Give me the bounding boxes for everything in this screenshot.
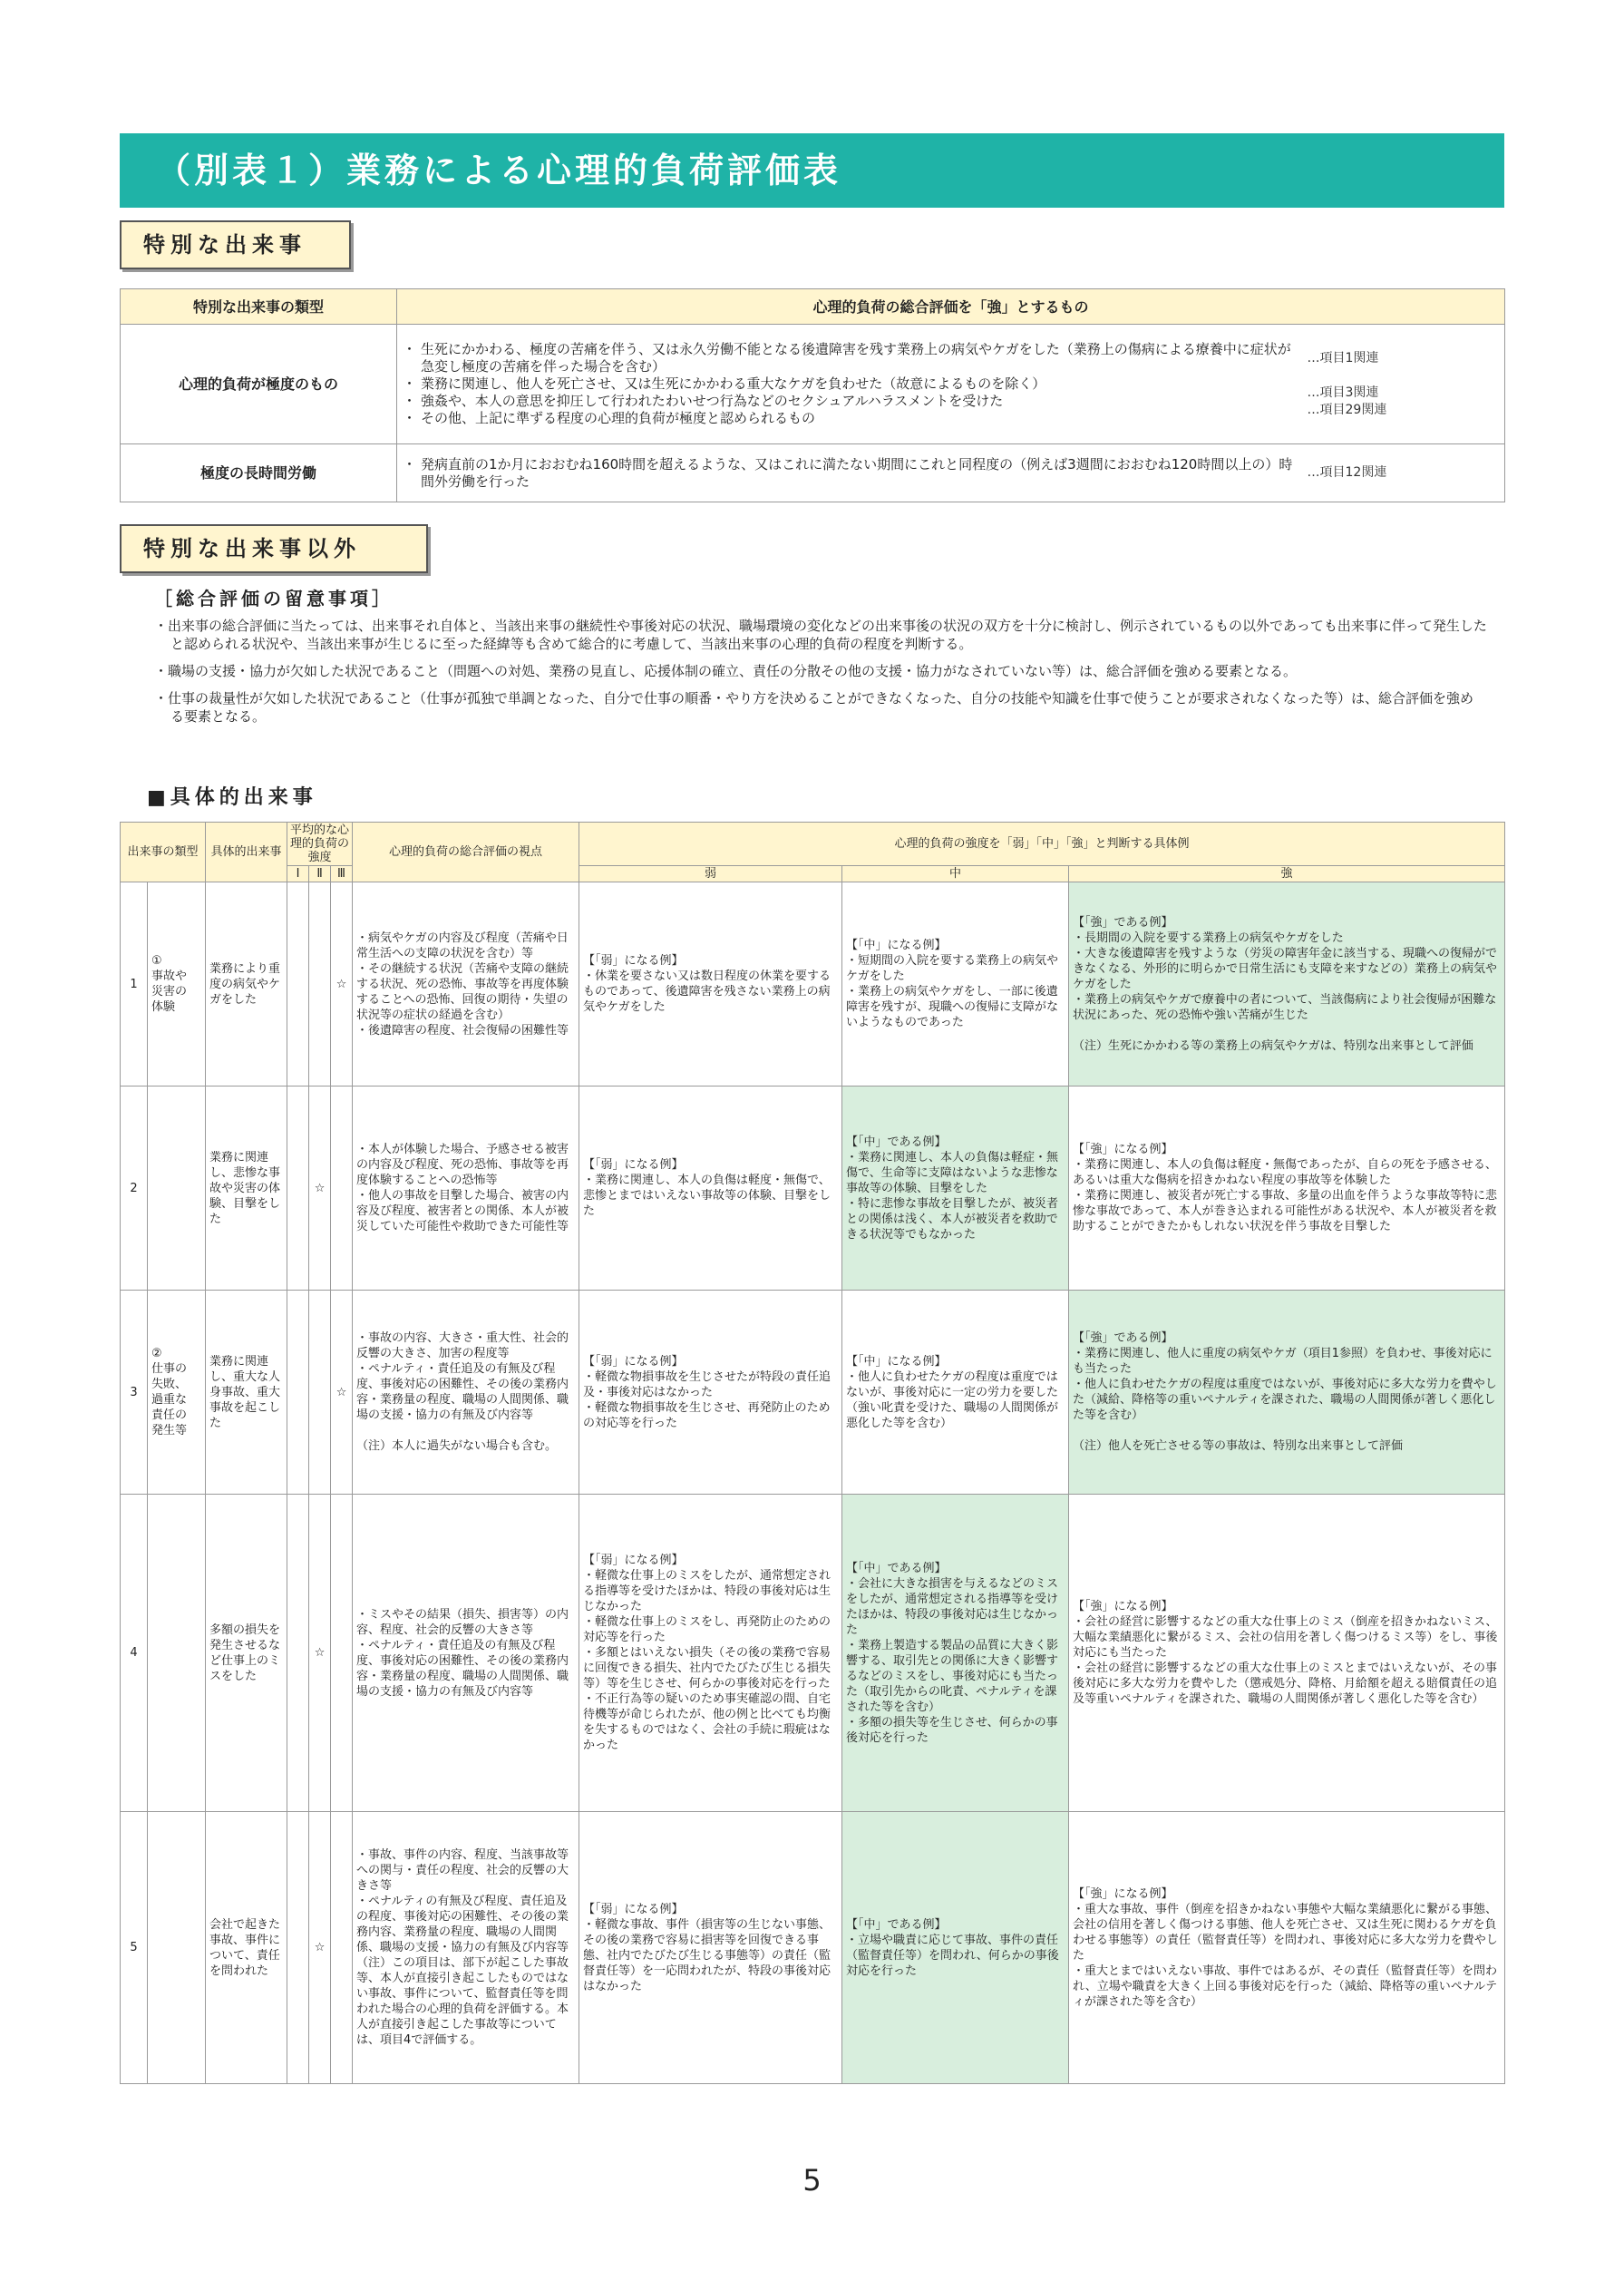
- row-type: ② 仕事の 失敗、 過重な 責任の 発生等: [148, 1291, 206, 1495]
- table-row: [121, 1291, 1505, 1495]
- header-level-1: Ⅰ: [287, 866, 309, 882]
- strength-star: ☆: [331, 1291, 353, 1495]
- row-mid: 【「中」である例】 ・立場や職責に応じて事故、事件の責任（監督責任等）を問われ、何らかの事後対応を行った: [842, 1812, 1069, 2084]
- special-items: [397, 444, 1304, 502]
- note-item: ・出来事の総合評価に当たっては、出来事それ自体と、当該出来事の継続性や事後対応の状況、職場環境の変化などの出来事後の状況の双方を十分に検討し、例示されているもの以外であっても出来事に伴って発生したと認められる状況や、当該出来事が生じるに至った経緯等も含めて総合的に考慮して、当該出来事の心理的負荷の程度を判断する。: [154, 618, 1487, 652]
- special-refs: …項目1関連 …項目3関連 …項目29関連: [1304, 325, 1505, 444]
- row-event: 業務に関連し、悲惨な事故や災害の体験、目撃をした: [206, 1087, 287, 1291]
- list-item: ・ その他、上記に準ずる程度の心理的負荷が極度と認められるもの: [421, 410, 1300, 427]
- row-weak: 【「弱」になる例】 ・休業を要さない又は数日程度の休業を要するものであって、後遺障害を残さない業務上の病気やケガをした: [579, 882, 842, 1087]
- special-type: 極度の長時間労働: [121, 444, 397, 502]
- row-strong: 【「強」である例】 ・業務に関連し、他人に重度の病気やケガ（項目1参照）を負わせ、事後対応にも当たった ・他人に負わせたケガの程度は重度ではないが、事後対応に多大な労力を費やした（減給、降格等の重いペナルティを課された、職場の人間関係が著しく悪化した等を含む） （注）他人を死亡させる等の事故は、特別な出来事として評価: [1069, 1291, 1505, 1495]
- row-type: [148, 1812, 206, 2084]
- header-type: 出来事の類型: [121, 823, 206, 882]
- col-header-event: 心理的負荷の総合評価を「強」とするもの: [397, 289, 1505, 325]
- table-row: [121, 882, 1505, 1087]
- row-number: 1: [121, 882, 148, 1087]
- row-event: 多額の損失を発生させるなど仕事上のミスをした: [206, 1495, 287, 1812]
- table-row: [121, 1087, 1505, 1291]
- special-events-table: [120, 288, 1505, 502]
- table-row: [121, 1812, 1505, 2084]
- col-header-type: 特別な出来事の類型: [121, 289, 397, 325]
- row-weak: 【「弱」になる例】 ・業務に関連し、本人の負傷は軽度・無傷で、悲惨とまではいえない事故等の体験、目撃をした: [579, 1087, 842, 1291]
- header-event: 具体的出来事: [206, 823, 287, 882]
- section-heading-special: 特別な出来事: [120, 220, 351, 269]
- special-items: [397, 325, 1304, 444]
- row-view: ・事故、事件の内容、程度、当該事故等への関与・責任の程度、社会的反響の大きさ等 ・ペナルティの有無及び程度、責任追及の程度、事後対応の困難性、その後の業務内容、業務量の程度、職場の人間関係、職場の支援・協力の有無及び内容等 （注）この項目は、部下が起こした事故等、本人が直接引き起こしたものではない事故、事件について、監督責任等を問われた場合の心理的負荷を評価する。本人が直接引き起こした事故等については、項目4で評価する。: [353, 1812, 579, 2084]
- row-view: ・本人が体験した場合、予感させる被害の内容及び程度、死の恐怖、事故等を再度体験することへの恐怖等 ・他人の事故を目撃した場合、被害の内容及び程度、被害者との関係、本人が被災していた可能性や救助できた可能性等: [353, 1087, 579, 1291]
- row-event: 業務に関連し、重大な人身事故、重大事故を起こした: [206, 1291, 287, 1495]
- page-number: 5: [802, 2163, 822, 2197]
- row-type: ① 事故や 災害の 体験: [148, 882, 206, 1087]
- row-mid: 【「中」である例】 ・会社に大きな損害を与えるなどのミスをしたが、通常想定される指導等を受けたほかは、特段の事後対応は生じなかった ・業務上製造する製品の品質に大きく影響する、取引先との関係に大きく影響するなどのミスをし、事後対応にも当たった（取引先からの叱責、ペナルティを課された等を含む） ・多額の損失等を生じさせ、何らかの事後対応を行った: [842, 1495, 1069, 1812]
- strength-star: ☆: [331, 882, 353, 1087]
- list-item: ・ 業務に関連し、他人を死亡させ、又は生死にかかわる重大なケガを負わせた（故意によるものを除く）: [421, 375, 1300, 393]
- special-refs: …項目12関連: [1304, 444, 1505, 502]
- strength-star: ☆: [309, 1812, 331, 2084]
- list-item: ・ 発病直前の1か月におおむね160時間を超えるような、又はこれに満たない期間にこれと同程度の（例えば3週間におおむね120時間以上の）時間外労働を行った: [421, 456, 1300, 491]
- row-number: 3: [121, 1291, 148, 1495]
- row-strong: 【「強」になる例】 ・会社の経営に影響するなどの重大な仕事上のミス（倒産を招きかねないミス、大幅な業績悪化に繋がるミス、会社の信用を著しく傷つけるミス等）をし、事後対応にも当たった ・会社の経営に影響するなどの重大な仕事上のミスとまではいえないが、その事後対応に多大な労力を費やした（懲戒処分、降格、月給額を超える賠償責任の追及等重いペナルティを課された、職場の人間関係が著しく悪化した等を含む）: [1069, 1495, 1505, 1812]
- row-number: 5: [121, 1812, 148, 2084]
- header-avg: 平均的な心理的負荷の強度: [287, 823, 353, 866]
- section-heading-other: 特別な出来事以外: [120, 524, 428, 573]
- header-level-2: Ⅱ: [309, 866, 331, 882]
- row-view: ・病気やケガの内容及び程度（苦痛や日常生活への支障の状況を含む）等 ・その継続する状況（苦痛や支障の継続する状況、死の恐怖、事故等を再度体験することへの恐怖、回復の期待・失望の状況等の症状の経過を含む） ・後遺障害の程度、社会復帰の困難性等: [353, 882, 579, 1087]
- row-event: 業務により重度の病気やケガをした: [206, 882, 287, 1087]
- row-weak: 【「弱」になる例】 ・軽微な事故、事件（損害等の生じない事態、その後の業務で容易に損害等を回復できる事態、社内でたびたび生じる事態等）の責任（監督責任等）を一応問われたが、特段の事後対応はなかった: [579, 1812, 842, 2084]
- row-strong: 【「強」になる例】 ・重大な事故、事件（倒産を招きかねない事態や大幅な業績悪化に繋がる事態、会社の信用を著しく傷つける事態、他人を死亡させ、又は生死に関わるケガを負わせる事態等）の責任（監督責任等）を問われ、事後対応に多大な労力を費やした ・重大とまではいえない事故、事件ではあるが、その責任（監督責任等）を問われ、立場や職責を大きく上回る事後対応を行った（減給、降格等の重いペナルティが課された等を含む）: [1069, 1812, 1505, 2084]
- page-title: （別表１）業務による心理的負荷評価表: [120, 133, 1504, 208]
- row-type: [148, 1495, 206, 1812]
- header-level-3: Ⅲ: [331, 866, 353, 882]
- header-strong: 強: [1069, 866, 1505, 882]
- header-examples: 心理的負荷の強度を「弱」「中」「強」と判断する具体例: [579, 823, 1505, 866]
- notes-title: ［総合評価の留意事項］: [154, 588, 394, 609]
- note-item: ・職場の支援・協力が欠如した状況であること（問題への対処、業務の見直し、応援体制の確立、責任の分散その他の支援・協力がなされていない等）は、総合評価を強める要素となる。: [154, 663, 1298, 679]
- row-view: ・事故の内容、大きさ・重大性、社会的反響の大きさ、加害の程度等 ・ペナルティ・責任追及の有無及び程度、事後対応の困難性、その後の業務内容・業務量の程度、職場の人間関係、職場の支援・協力の有無及び内容等 （注）本人に過失がない場合も含む。: [353, 1291, 579, 1495]
- subheading-events: ■具体的出来事: [147, 786, 317, 809]
- strength-star: ☆: [309, 1495, 331, 1812]
- row-weak: 【「弱」になる例】 ・軽微な仕事上のミスをしたが、通常想定される指導等を受けたほかは、特段の事後対応は生じなかった ・軽微な仕事上のミスをし、再発防止のための対応等を行った ・多額とはいえない損失（その後の業務で容易に回復できる損失、社内でたびたび生じる損失等）等を生じさせ、何らかの事後対応を行った ・不正行為等の疑いのため事実確認の間、自宅待機等が命じられたが、他の例と比べても均衡を失するものではなく、会社の手続に瑕疵はなかった: [579, 1495, 842, 1812]
- events-table: [120, 822, 1505, 2084]
- special-type: 心理的負荷が極度のもの: [121, 325, 397, 444]
- row-number: 2: [121, 1087, 148, 1291]
- row-strong: 【「強」である例】 ・長期間の入院を要する業務上の病気やケガをした ・大きな後遺障害を残すような（労災の障害年金に該当する、現職への復帰ができなくなる、外形的に明らかで日常生活にも支障を来すなどの）業務上の病気やケガをした ・業務上の病気やケガで療養中の者について、当該傷病により社会復帰が困難な状況にあった、死の恐怖や強い苦痛が生じた （注）生死にかかわる等の業務上の病気やケガは、特別な出来事として評価: [1069, 882, 1505, 1087]
- header-view: 心理的負荷の総合評価の視点: [353, 823, 579, 882]
- header-weak: 弱: [579, 866, 842, 882]
- evaluation-notes: [136, 590, 1487, 735]
- row-weak: 【「弱」になる例】 ・軽微な物損事故を生じさせたが特段の責任追及・事後対応はなかった ・軽微な物損事故を生じさせ、再発防止のための対応等を行った: [579, 1291, 842, 1495]
- row-mid: 【「中」である例】 ・業務に関連し、本人の負傷は軽症・無傷で、生命等に支障はないような悲惨な事故等の体験、目撃をした ・特に悲惨な事故を目撃したが、被災者との関係は浅く、本人が被災者を救助できる状況等でもなかった: [842, 1087, 1069, 1291]
- row-mid: 【「中」になる例】 ・短期間の入院を要する業務上の病気やケガをした ・業務上の病気やケガをし、一部に後遺障害を残すが、現職への復帰に支障がないようなものであった: [842, 882, 1069, 1087]
- header-mid: 中: [842, 866, 1069, 882]
- row-mid: 【「中」になる例】 ・他人に負わせたケガの程度は重度ではないが、事後対応に一定の労力を要した（強い叱責を受けた、職場の人間関係が悪化した等を含む）: [842, 1291, 1069, 1495]
- strength-star: ☆: [309, 1087, 331, 1291]
- row-number: 4: [121, 1495, 148, 1812]
- row-view: ・ミスやその結果（損失、損害等）の内容、程度、社会的反響の大きさ等 ・ペナルティ・責任追及の有無及び程度、事後対応の困難性、その後の業務内容・業務量の程度、職場の人間関係、職場の支援・協力の有無及び内容等: [353, 1495, 579, 1812]
- list-item: ・ 強姦や、本人の意思を抑圧して行われたわいせつ行為などのセクシュアルハラスメントを受けた: [421, 393, 1300, 410]
- row-type: [148, 1087, 206, 1291]
- table-row: [121, 1495, 1505, 1812]
- list-item: ・ 生死にかかわる、極度の苦痛を伴う、又は永久労働不能となる後遺障害を残す業務上の病気やケガをした（業務上の傷病による療養中に症状が急変し極度の苦痛を伴った場合を含む）: [421, 341, 1300, 375]
- row-event: 会社で起きた事故、事件について、責任を問われた: [206, 1812, 287, 2084]
- note-item: ・仕事の裁量性が欠如した状況であること（仕事が孤独で単調となった、自分で仕事の順番・やり方を決めることができなくなった、自分の技能や知識を仕事で使うことが要求されなくなった等）は、総合評価を強める要素となる。: [154, 690, 1474, 725]
- row-strong: 【「強」になる例】 ・業務に関連し、本人の負傷は軽度・無傷であったが、自らの死を予感させる、あるいは重大な傷病を招きかねない程度の事故等を体験した ・業務に関連し、被災者が死亡する事故、多量の出血を伴うような事故等特に悲惨な事故であって、本人が巻き込まれる可能性がある状況や、本人が被災者を救助することができたかもしれない状況を伴う事故を目撃した: [1069, 1087, 1505, 1291]
